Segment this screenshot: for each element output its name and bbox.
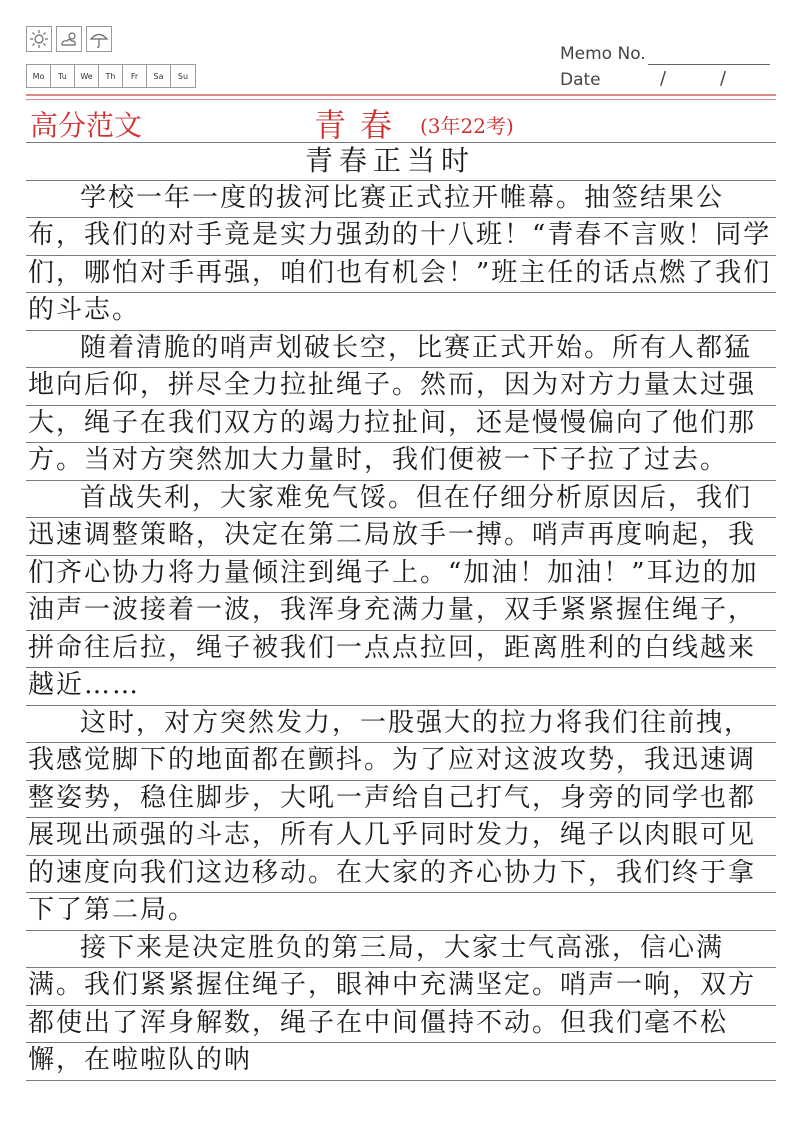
essay-title: 青春正当时 bbox=[304, 144, 475, 177]
weather-icons bbox=[26, 26, 112, 52]
essay-body bbox=[28, 142, 772, 1080]
date-separator: / bbox=[660, 68, 667, 89]
essay-note: (3年22考) bbox=[420, 114, 514, 138]
weekday-sa: Sa bbox=[147, 65, 171, 87]
date-separator: / bbox=[720, 68, 727, 89]
essay-paragraph: 首战失利，大家难免气馁。但在仔细分析原因后，我们迅速调整策略，决定在第二局放手一搏。哨声再度响起，我们齐心协力将力量倾注到绳子上。“加油！加油！”耳边的加油声一波接着一波，我浑身充满力量，双手紧紧握住绳子，拼命往后拉，绳子被我们一点点拉回，距离胜利的白线越来越近…… bbox=[28, 482, 759, 700]
sun-icon bbox=[26, 26, 52, 52]
essay-subject: 青春 bbox=[314, 106, 407, 144]
memo-label: Memo No. bbox=[560, 44, 646, 64]
essay-tag: 高分范文 bbox=[30, 109, 143, 142]
weekday-su: Su bbox=[177, 71, 189, 81]
date-label: Date bbox=[560, 70, 601, 90]
weekday-mo: Mo bbox=[27, 65, 51, 87]
essay-paragraph: 接下来是决定胜负的第三局，大家士气高涨，信心满满。我们紧紧握住绳子，眼神中充满坚定。哨声一响，双方都使出了浑身解数，绳子在中间僵持不动。但我们毫不松懈，在啦啦队的呐 bbox=[28, 932, 757, 1075]
ruled-line bbox=[26, 1080, 776, 1081]
weekday-tu: Tu bbox=[51, 65, 75, 87]
essay-paragraph: 这时，对方突然发力，一股强大的拉力将我们往前拽，我感觉脚下的地面都在颤抖。为了应对这波攻势，我迅速调整姿势，稳住脚步，大吼一声给自己打气，身旁的同学也都展现出顽强的斗志，所有人几乎同时发力，绳子以肉眼可见的速度向我们这边移动。在大家的齐心协力下，我们终于拿下了第二局。 bbox=[28, 707, 757, 925]
weekday-th: Th bbox=[99, 65, 123, 87]
weekday-we: We bbox=[75, 65, 99, 87]
essay-paragraph: 随着清脆的哨声划破长空，比赛正式开始。所有人都猛地向后仰，拼尽全力拉扯绳子。然而，因为对方力量太过强大，绳子在我们双方的竭力拉扯间，还是慢慢偏向了他们那方。当对方突然加大力量时，我们便被一下子拉了过去。 bbox=[28, 332, 757, 475]
weekday-fr: Fr bbox=[123, 65, 147, 87]
umbrella-icon bbox=[86, 26, 112, 52]
memo-line bbox=[648, 64, 770, 65]
essay-paragraph: 学校一年一度的拔河比赛正式拉开帷幕。抽签结果公布，我们的对手竟是实力强劲的十八班！“青春不言败！同学们，哪怕对手再强，咱们也有机会！”班主任的话点燃了我们的斗志。 bbox=[28, 182, 772, 325]
sun-cloud-icon bbox=[56, 26, 82, 52]
weekday-row bbox=[26, 64, 196, 88]
